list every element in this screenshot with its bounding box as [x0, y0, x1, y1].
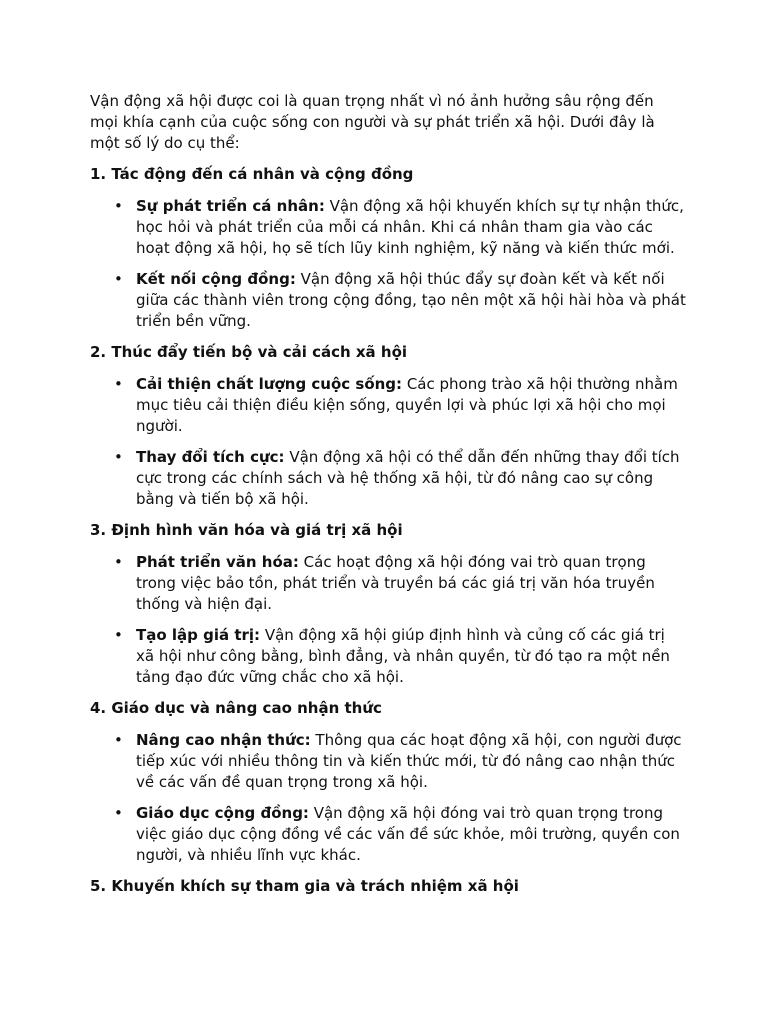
- item-term: Giáo dục cộng đồng:: [136, 804, 309, 822]
- bullet-list: [90, 374, 686, 510]
- item-text: Vận động xã hội có thể dẫn đến những thay đổi tích cực trong các chính sách và hệ thống xã hội, từ đó nâng cao sự công bằng và tiến bộ xã hội.: [136, 448, 680, 508]
- intro-paragraph: Vận động xã hội được coi là quan trọng nhất vì nó ảnh hưởng sâu rộng đến mọi khía cạnh của cuộc sống con người và sự phát triển xã hội. Dưới đây là một số lý do cụ thể:: [90, 92, 655, 152]
- section-5: [90, 876, 686, 897]
- item-text: Các phong trào xã hội thường nhằm mục tiêu cải thiện điều kiện sống, quyền lợi và phúc lợi xã hội cho mọi người.: [136, 375, 678, 435]
- list-item: [136, 730, 686, 793]
- list-item: [136, 269, 686, 332]
- item-term: Phát triển văn hóa:: [136, 553, 299, 571]
- item-term: Cải thiện chất lượng cuộc sống:: [136, 375, 403, 393]
- list-item: [136, 447, 686, 510]
- item-term: Nâng cao nhận thức:: [136, 731, 311, 749]
- section-heading: 2. Thúc đẩy tiến bộ và cải cách xã hội: [90, 343, 408, 361]
- section-1: [90, 164, 686, 332]
- bullet-list: [90, 730, 686, 866]
- bullet-list: [90, 196, 686, 332]
- item-text: Vận động xã hội thúc đẩy sự đoàn kết và kết nối giữa các thành viên trong cộng đồng, tạo nên một xã hội hài hòa và phát triển bền vững.: [136, 270, 686, 330]
- section-heading: 3. Định hình văn hóa và giá trị xã hội: [90, 521, 403, 539]
- item-term: Thay đổi tích cực:: [136, 448, 285, 466]
- list-item: [136, 803, 686, 866]
- item-term: Sự phát triển cá nhân:: [136, 197, 325, 215]
- item-text: Vận động xã hội đóng vai trò quan trọng trong việc giáo dục cộng đồng về các vấn đề sức khỏe, môi trường, quyền con người, và nhiều lĩnh vực khác.: [136, 804, 680, 864]
- bullet-list: [90, 552, 686, 688]
- list-item: [136, 625, 686, 688]
- section-4: [90, 698, 686, 866]
- section-2: [90, 342, 686, 510]
- item-text: Thông qua các hoạt động xã hội, con người được tiếp xúc với nhiều thông tin và kiến thức mới, từ đó nâng cao nhận thức về các vấn đề quan trọng trong xã hội.: [136, 731, 682, 791]
- item-text: Các hoạt động xã hội đóng vai trò quan trọng trong việc bảo tồn, phát triển và truyền bá các giá trị văn hóa truyền thống và hiện đại.: [136, 553, 655, 613]
- section-heading: 4. Giáo dục và nâng cao nhận thức: [90, 699, 382, 717]
- item-term: Tạo lập giá trị:: [136, 626, 261, 644]
- list-item: [136, 374, 686, 437]
- section-3: [90, 520, 686, 688]
- section-heading: 5. Khuyến khích sự tham gia và trách nhiệm xã hội: [90, 877, 519, 895]
- item-term: Kết nối cộng đồng:: [136, 270, 296, 288]
- section-heading: 1. Tác động đến cá nhân và cộng đồng: [90, 165, 414, 183]
- document-page: [90, 91, 686, 908]
- item-text: Vận động xã hội khuyến khích sự tự nhận thức, học hỏi và phát triển của mỗi cá nhân. Khi cá nhân tham gia vào các hoạt động xã hội, họ sẽ tích lũy kinh nghiệm, kỹ năng và kiến thức mới.: [136, 197, 684, 257]
- list-item: [136, 552, 686, 615]
- list-item: [136, 196, 686, 259]
- item-text: Vận động xã hội giúp định hình và củng cố các giá trị xã hội như công bằng, bình đẳng, và nhân quyền, từ đó tạo ra một nền tảng đạo đức vững chắc cho xã hội.: [136, 626, 670, 686]
